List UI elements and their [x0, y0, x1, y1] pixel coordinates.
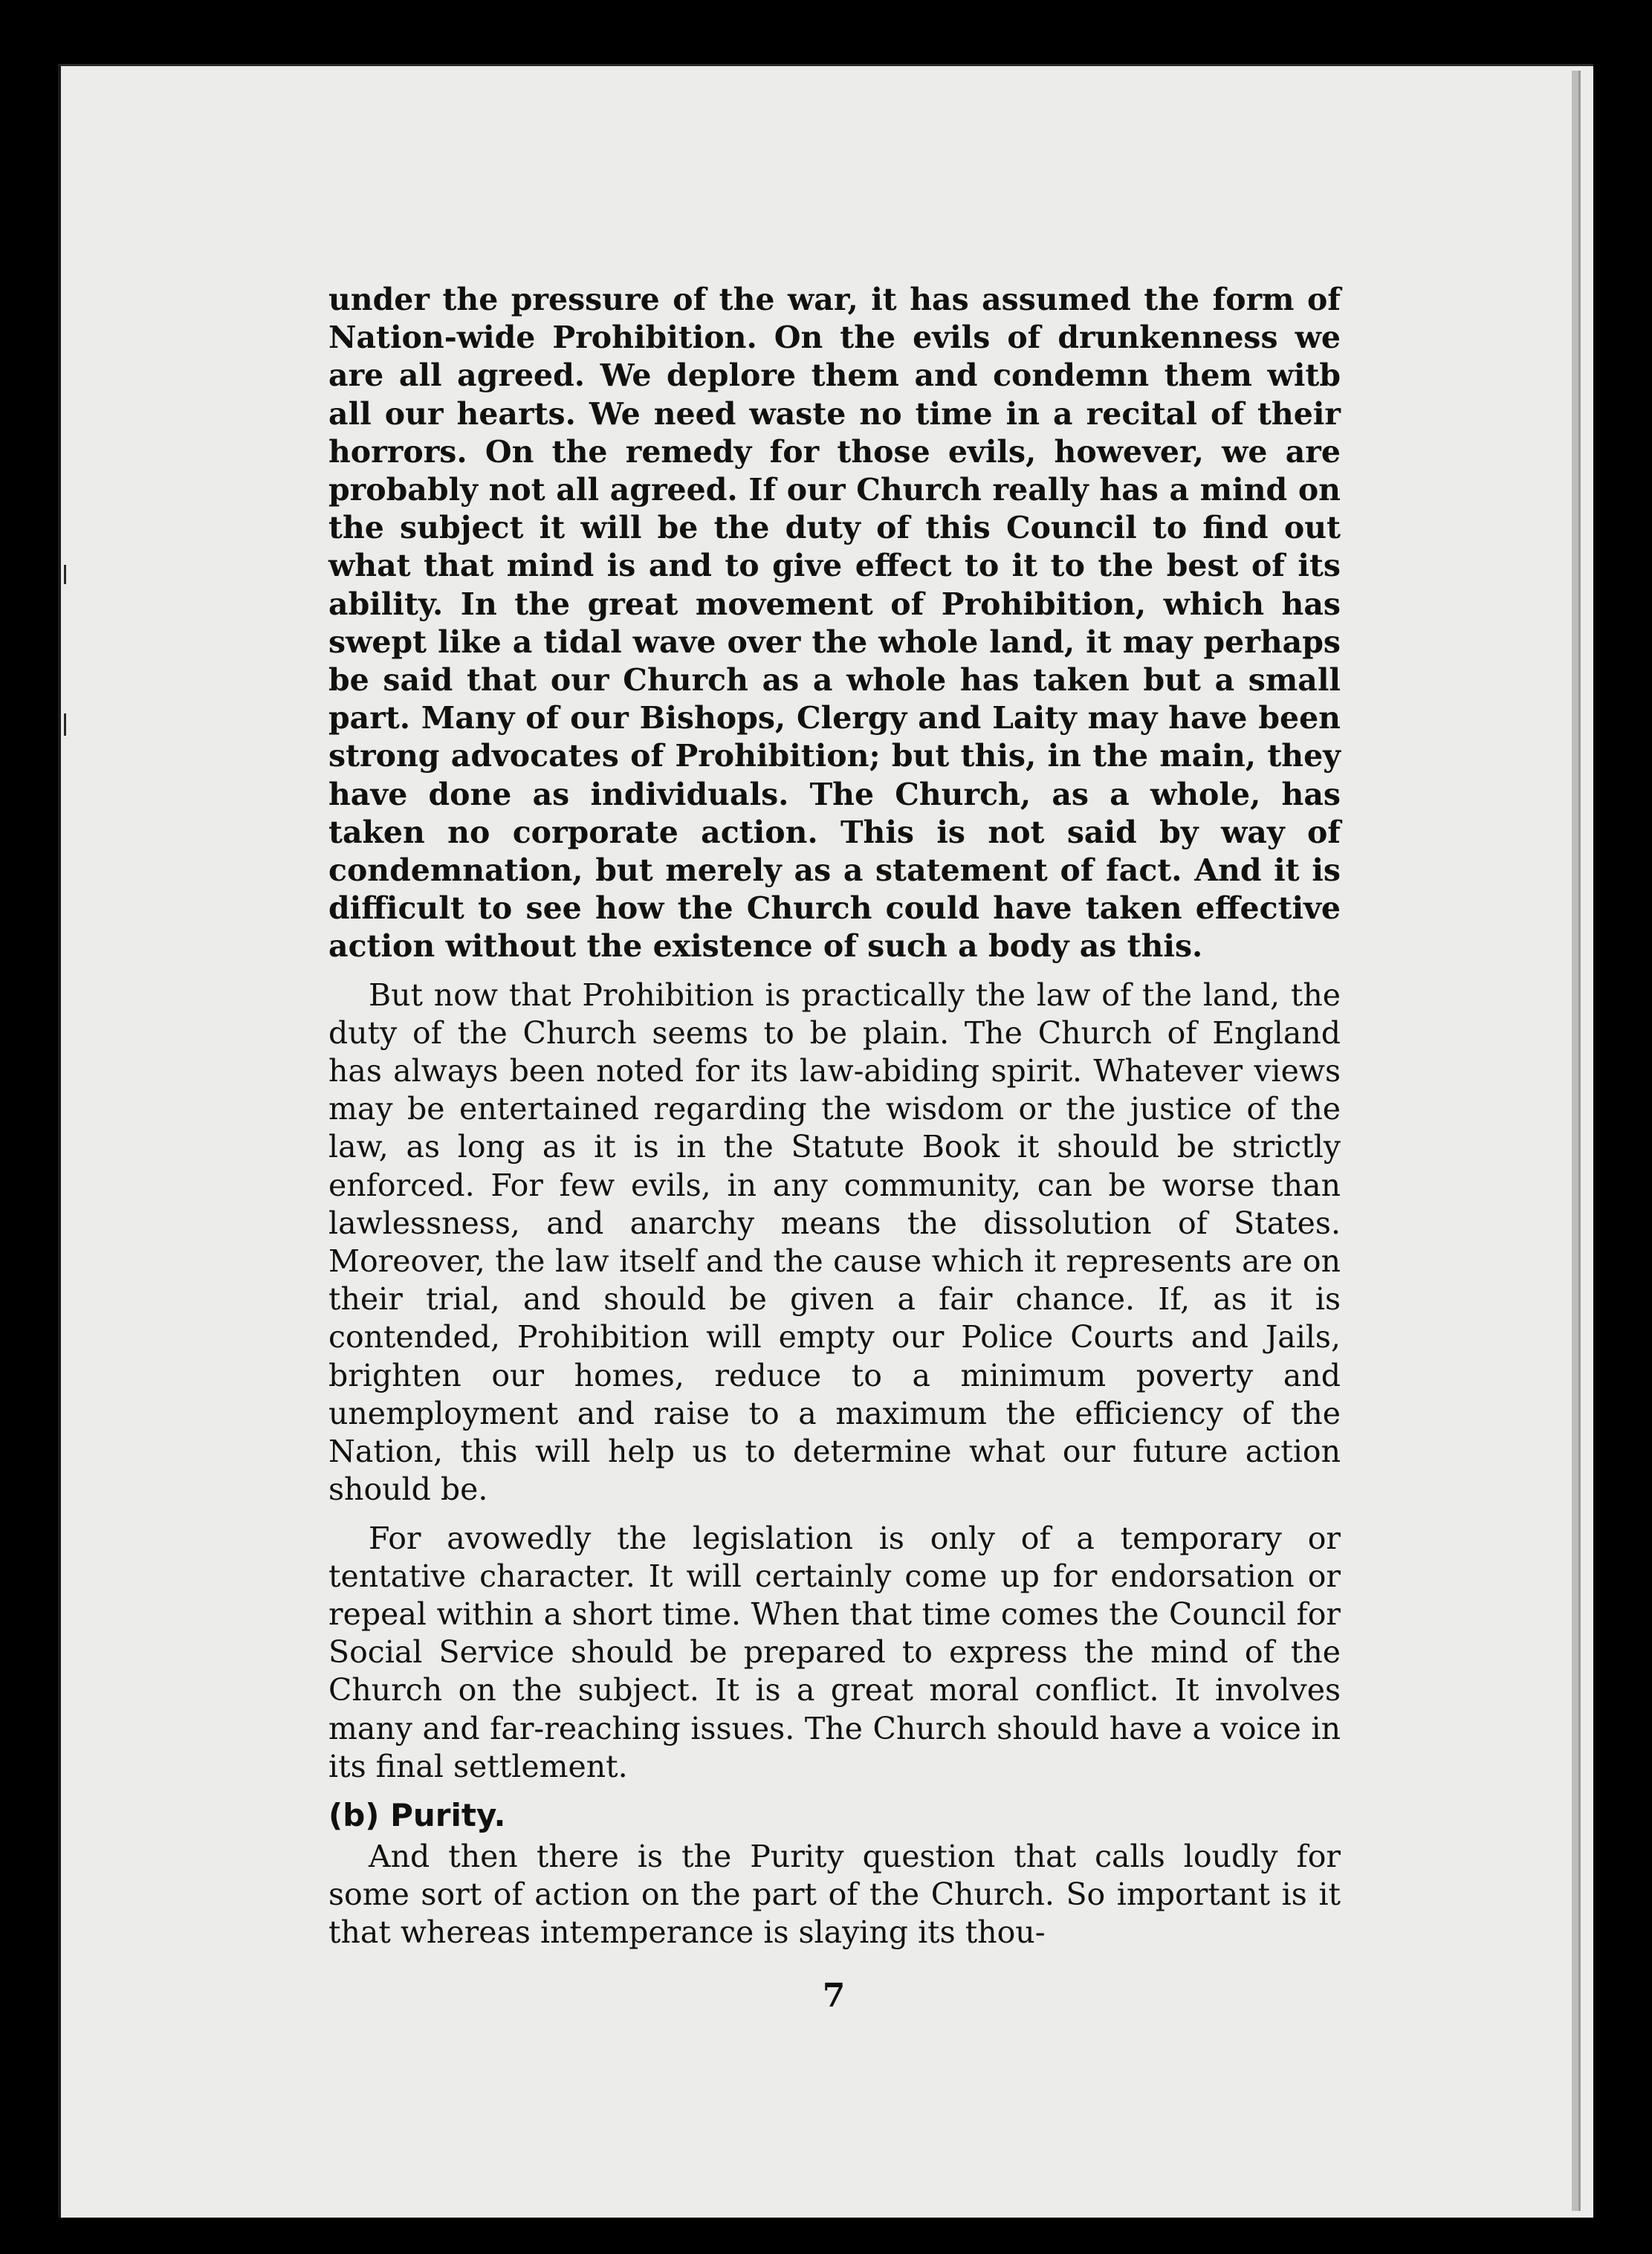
body-text [328, 281, 1341, 1952]
paragraph-2: But now that Prohibition is practically the law of the land, the duty of the Church seems to be plain. The Church of England has always been noted for its law-abiding spirit. Whatever views may be entertained regarding the wisdom or the justice of the law, as long as it is in the Statute Book it should be strictly enforced. For few evils, in any community, can be worse than lawlessness, and anarchy means the dissolution of States. Moreover, the law itself and the cause which it represents are on their trial, and should be given a fair chance. If, as it is contended, Prohibition will empty our Police Courts and Jails, brighten our homes, reduce to a minimum poverty and unemployment and raise to a maximum the efficiency of the Nation, this will help us to determine what our future action should be. [328, 977, 1341, 1508]
paragraph-1: under the pressure of the war, it has assumed the form of Nation-wide Prohibition. On the evils of drunkenness we are all agreed. We deplore them and condemn them witb all our hearts. We need waste no time in a recital of their horrors. On the remedy for those evils, however, we are probably not all agreed. If our Church really has a mind on the subject it will be the duty of this Council to find out what that mind is and to give effect to it to the best of its ability. In the great movement of Prohibition, which has swept like a tidal wave over the whole land, it may perhaps be said that our Church as a whole has taken but a small part. Many of our Bishops, Clergy and Laity may have been strong advocates of Prohibition; but this, in the main, they have done as individuals. The Church, as a whole, has taken no corporate action. This is not said by way of condemnation, but merely as a statement of fact. And it is difficult to see how the Church could have taken effective action without the existence of such a body as this. [328, 282, 1341, 965]
page-edge-line [1578, 71, 1581, 2211]
binding-mark [64, 713, 66, 736]
paragraph-3: For avowedly the legislation is only of a temporary or tentative character. It will certainly come up for endorsation or repeal within a short time. When that time comes the Council for Social Service should be prepared to express the mind of the Church on the subject. It is a great moral conflict. It involves many and far-reaching issues. The Church should have a voice in its final settlement. [328, 1520, 1341, 1784]
page-number: 7 [822, 1977, 846, 2015]
paragraph-4: And then there is the Purity question that calls loudly for some sort of action on the part of the Church. So important is it that whereas intemperance is slaying its thou- [328, 1838, 1341, 1951]
binding-mark [64, 565, 66, 584]
section-heading: (b) Purity. [328, 1796, 506, 1833]
